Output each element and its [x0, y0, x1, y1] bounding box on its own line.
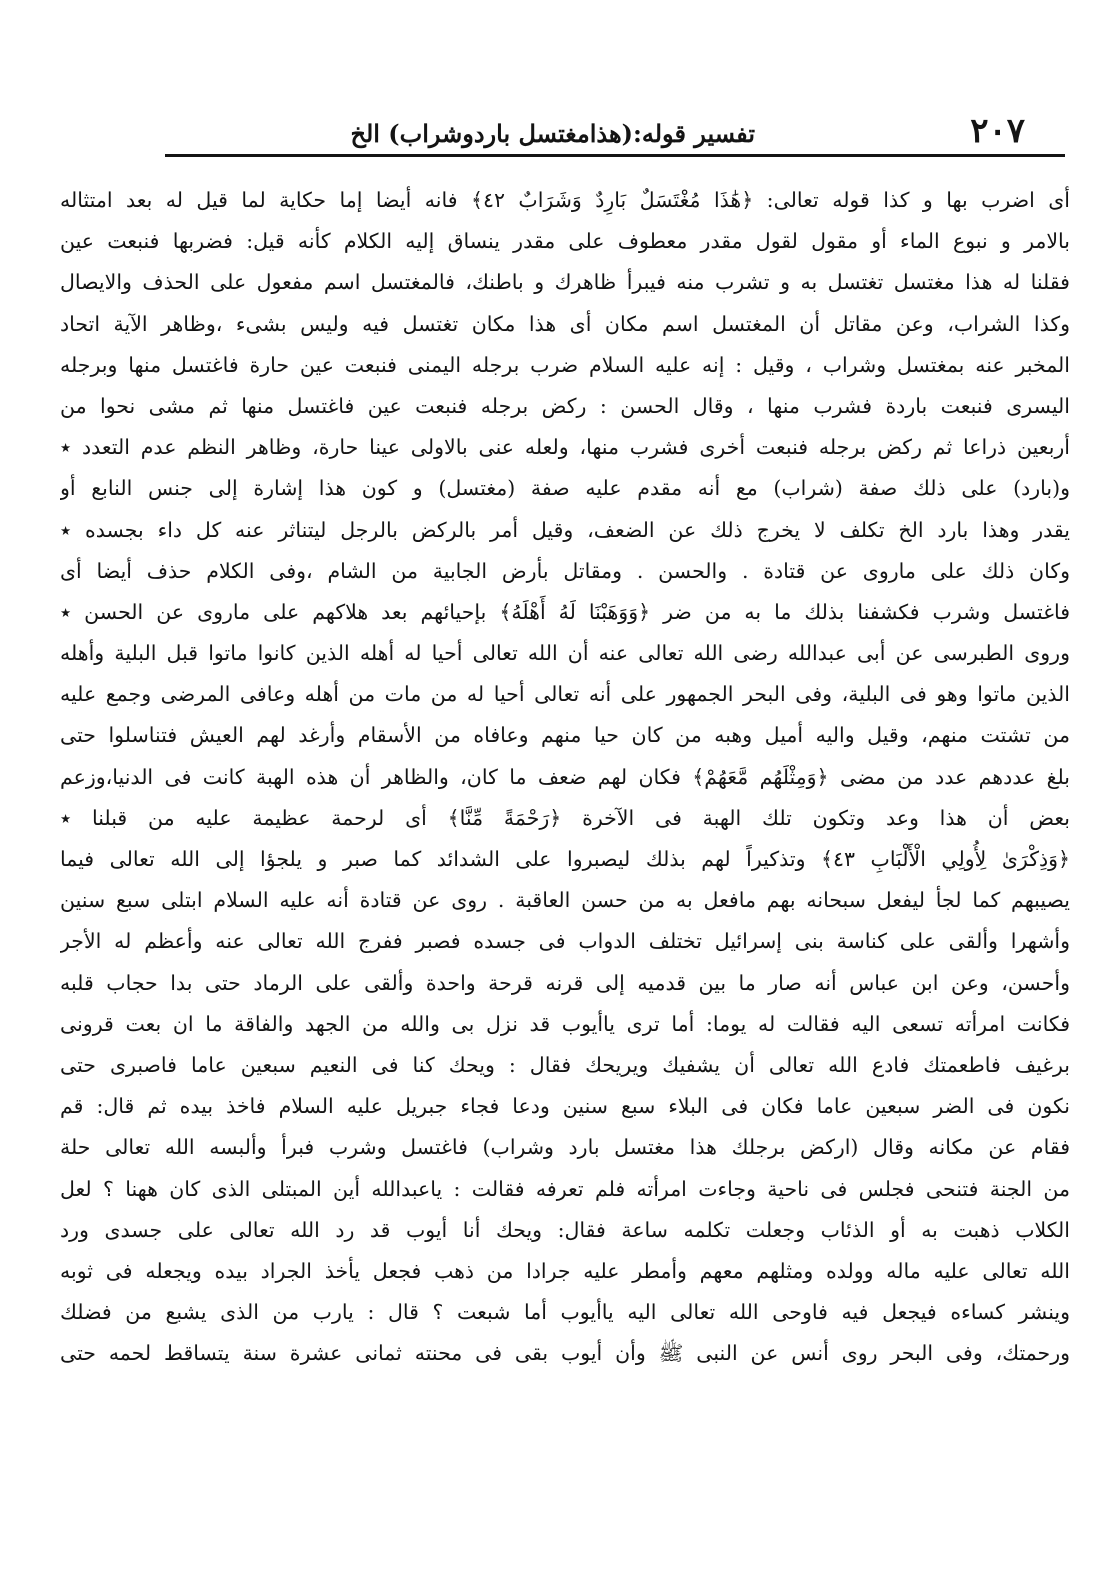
text-line: اليسرى فنبعت باردة فشرب منها ، وقال الحسن : ركض برجله فنبعت عين فاغتسل منها ثم مشى نحوا من [60, 393, 1070, 418]
text-line: بعض أن هذا وعد وتكون تلك الهبة فى الآخرة ﴿رَحْمَةً مِّنَّا﴾ أى لرحمة عظيمة عليه من قبلنا ٭ [60, 805, 1070, 830]
text-line: فقام عن مكانه وقال (اركض برجلك هذا مغتسل بارد وشراب) فاغتسل وشرب فبرأ وألبسه الله تعالى حلة [60, 1135, 1070, 1160]
page-header [165, 108, 1065, 156]
text-line: وأحسن، وعن ابن عباس أنه صار ما بين قدميه إلى قرنه قرحة واحدة وألقى على الرماد حتى بدا حجاب قلبه [60, 970, 1070, 995]
text-line: من الجنة فتنحى فجلس فى ناحية وجاءت امرأته فلم تعرفه فقالت : ياعبدالله أين المبتلى الذى كان ههنا ؟ لعل [60, 1176, 1070, 1201]
text-line: و(بارد) على ذلك صفة (شراب) مع أنه مقدم عليه صفة (مغتسل) و كون هذا إشارة إلى جنس النابع أو [60, 476, 1070, 501]
text-line: يصيبهم كما لجأ ليفعل سبحانه بهم مافعل به من حسن العاقبة . روى عن قتادة أنه عليه السلام ابتلى سبع سنين [60, 888, 1070, 913]
text-line: وأشهرا وألقى على كناسة بنى إسرائيل تختلف الدواب فى جسده فصبر ففرج الله تعالى عنه وأعظم له الأجر [60, 929, 1070, 954]
body-text [60, 180, 1070, 1558]
text-line: من تشتت منهم، وقيل واليه أميل وهبه من كان حيا منهم وعافاه من الأسقام وأرغد لهم العيش فتناسلوا حتى [60, 723, 1070, 748]
text-line: بالامر و نبوع الماء أو مقول لقول مقدر معطوف على مقدر ينساق إليه الكلام كأنه قيل: فضربها فنبعت عين [60, 229, 1070, 254]
header-rule [385, 154, 1065, 157]
text-line: وروى الطبرسى عن أبى عبدالله رضى الله تعالى عنه أن الله تعالى أحيا له أهله الذين كانوا ماتوا قبل البلية وأهله [60, 641, 1070, 666]
text-line: بلغ عددهم عدد من مضى ﴿وَمِثْلَهُم مَّعَهُمْ﴾ فكان لهم ضعف ما كان، والظاهر أن هذه الهبة كانت فى الدنيا،وزعم [60, 764, 1070, 789]
text-line: ورحمتك، وفى البحر روى أنس عن النبى ﷺ وأن أيوب بقى فى محنته ثمانى عشرة سنة يتساقط لحمه حتى [60, 1341, 1070, 1366]
text-line: يقدر وهذا بارد الخ تكلف لا يخرج ذلك عن الضعف، وقيل أمر بالركض بالرجل ليتناثر عنه كل داء بجسده ٭ [60, 517, 1070, 542]
text-line: برغيف فاطعمتك فادع الله تعالى أن يشفيك ويريحك فقال : ويحك كنا فى النعيم سبعين عاما فاصبرى حتى [60, 1052, 1070, 1077]
page-number: ٢٠٧ [970, 111, 1025, 151]
running-title: تفسير قوله:(هذامغتسل باردوشراب) الخ [350, 119, 755, 148]
text-line: نكون فى الضر سبعين عاما فكان فى البلاء سبع سنين ودعا فجاء جبريل عليه السلام فاخذ بيده ثم قال: قم [60, 1094, 1070, 1119]
text-line: فاغتسل وشرب فكشفنا بذلك ما به من ضر ﴿وَوَهَبْنَا لَهُ أَهْلَهُ﴾ بإحيائهم بعد هلاكهم على ماروى عن الحسن ٭ [60, 599, 1070, 624]
text-line: فكانت امرأته تسعى اليه فقالت له يوما: أما ترى ياأيوب قد نزل بى والله من الجهد والفاقة ما ان بعت قرونى [60, 1011, 1070, 1036]
text-line: وينشر كساءه فيجعل فيه فاوحى الله تعالى اليه ياأيوب أما شبعت ؟ قال : يارب من الذى يشبع من فضلك [60, 1300, 1070, 1325]
text-line: وكذا الشراب، وعن مقاتل أن المغتسل اسم مكان أى هذا مكان تغتسل فيه وليس بشىء ،وظاهر الآية اتحاد [60, 311, 1070, 336]
text-line: الله تعالى عليه ماله وولده ومثلهم معهم وأمطر عليه جرادا من ذهب فجعل يأخذ الجراد بيده ويجعله فى ثوبه [60, 1258, 1070, 1283]
text-line: أربعين ذراعا ثم ركض برجله فنبعت أخرى فشرب منها، ولعله عنى بالاولى عينا حارة، وظاهر النظم عدم التعدد ٭ [60, 435, 1070, 460]
text-line: أى اضرب بها و كذا قوله تعالى: ﴿هَٰذَا مُغْتَسَلٌ بَارِدٌ وَشَرَابٌ ٤٢﴾ فانه أيضا إما حكاية لما قيل له بعد امتثاله [60, 188, 1070, 212]
text-line: الذين ماتوا وهو فى البلية، وفى البحر الجمهور على أنه تعالى أحيا له من مات من أهله وعافى المرضى وجمع عليه [60, 682, 1070, 707]
text-line: وكان ذلك على ماروى عن قتادة . والحسن . ومقاتل بأرض الجابية من الشام ،وفى الكلام حذف أيضا أى [60, 558, 1070, 583]
text-line: الكلاب ذهبت به أو الذئاب وجعلت تكلمه ساعة فقال: ويحك أنا أيوب قد رد الله تعالى على جسدى ورد [60, 1217, 1070, 1242]
header-rule [165, 154, 415, 157]
text-line: المخبر عنه بمغتسل وشراب ، وقيل : إنه عليه السلام ضرب برجله اليمنى فنبعت عين حارة فاغتسل منها وبرجله [60, 352, 1070, 377]
text-line: فقلنا له هذا مغتسل تغتسل به و تشرب منه فيبرأ ظاهرك و باطنك، فالمغتسل اسم مفعول على الحذف والايصال [60, 270, 1070, 295]
text-line: ﴿وَذِكْرَىٰ لِأُولِي الْأَلْبَابِ ٤٣﴾ وتذكيراً لهم بذلك ليصبروا على الشدائد كما صبر و يلجؤا إلى الله تعالى فيما [60, 847, 1070, 871]
